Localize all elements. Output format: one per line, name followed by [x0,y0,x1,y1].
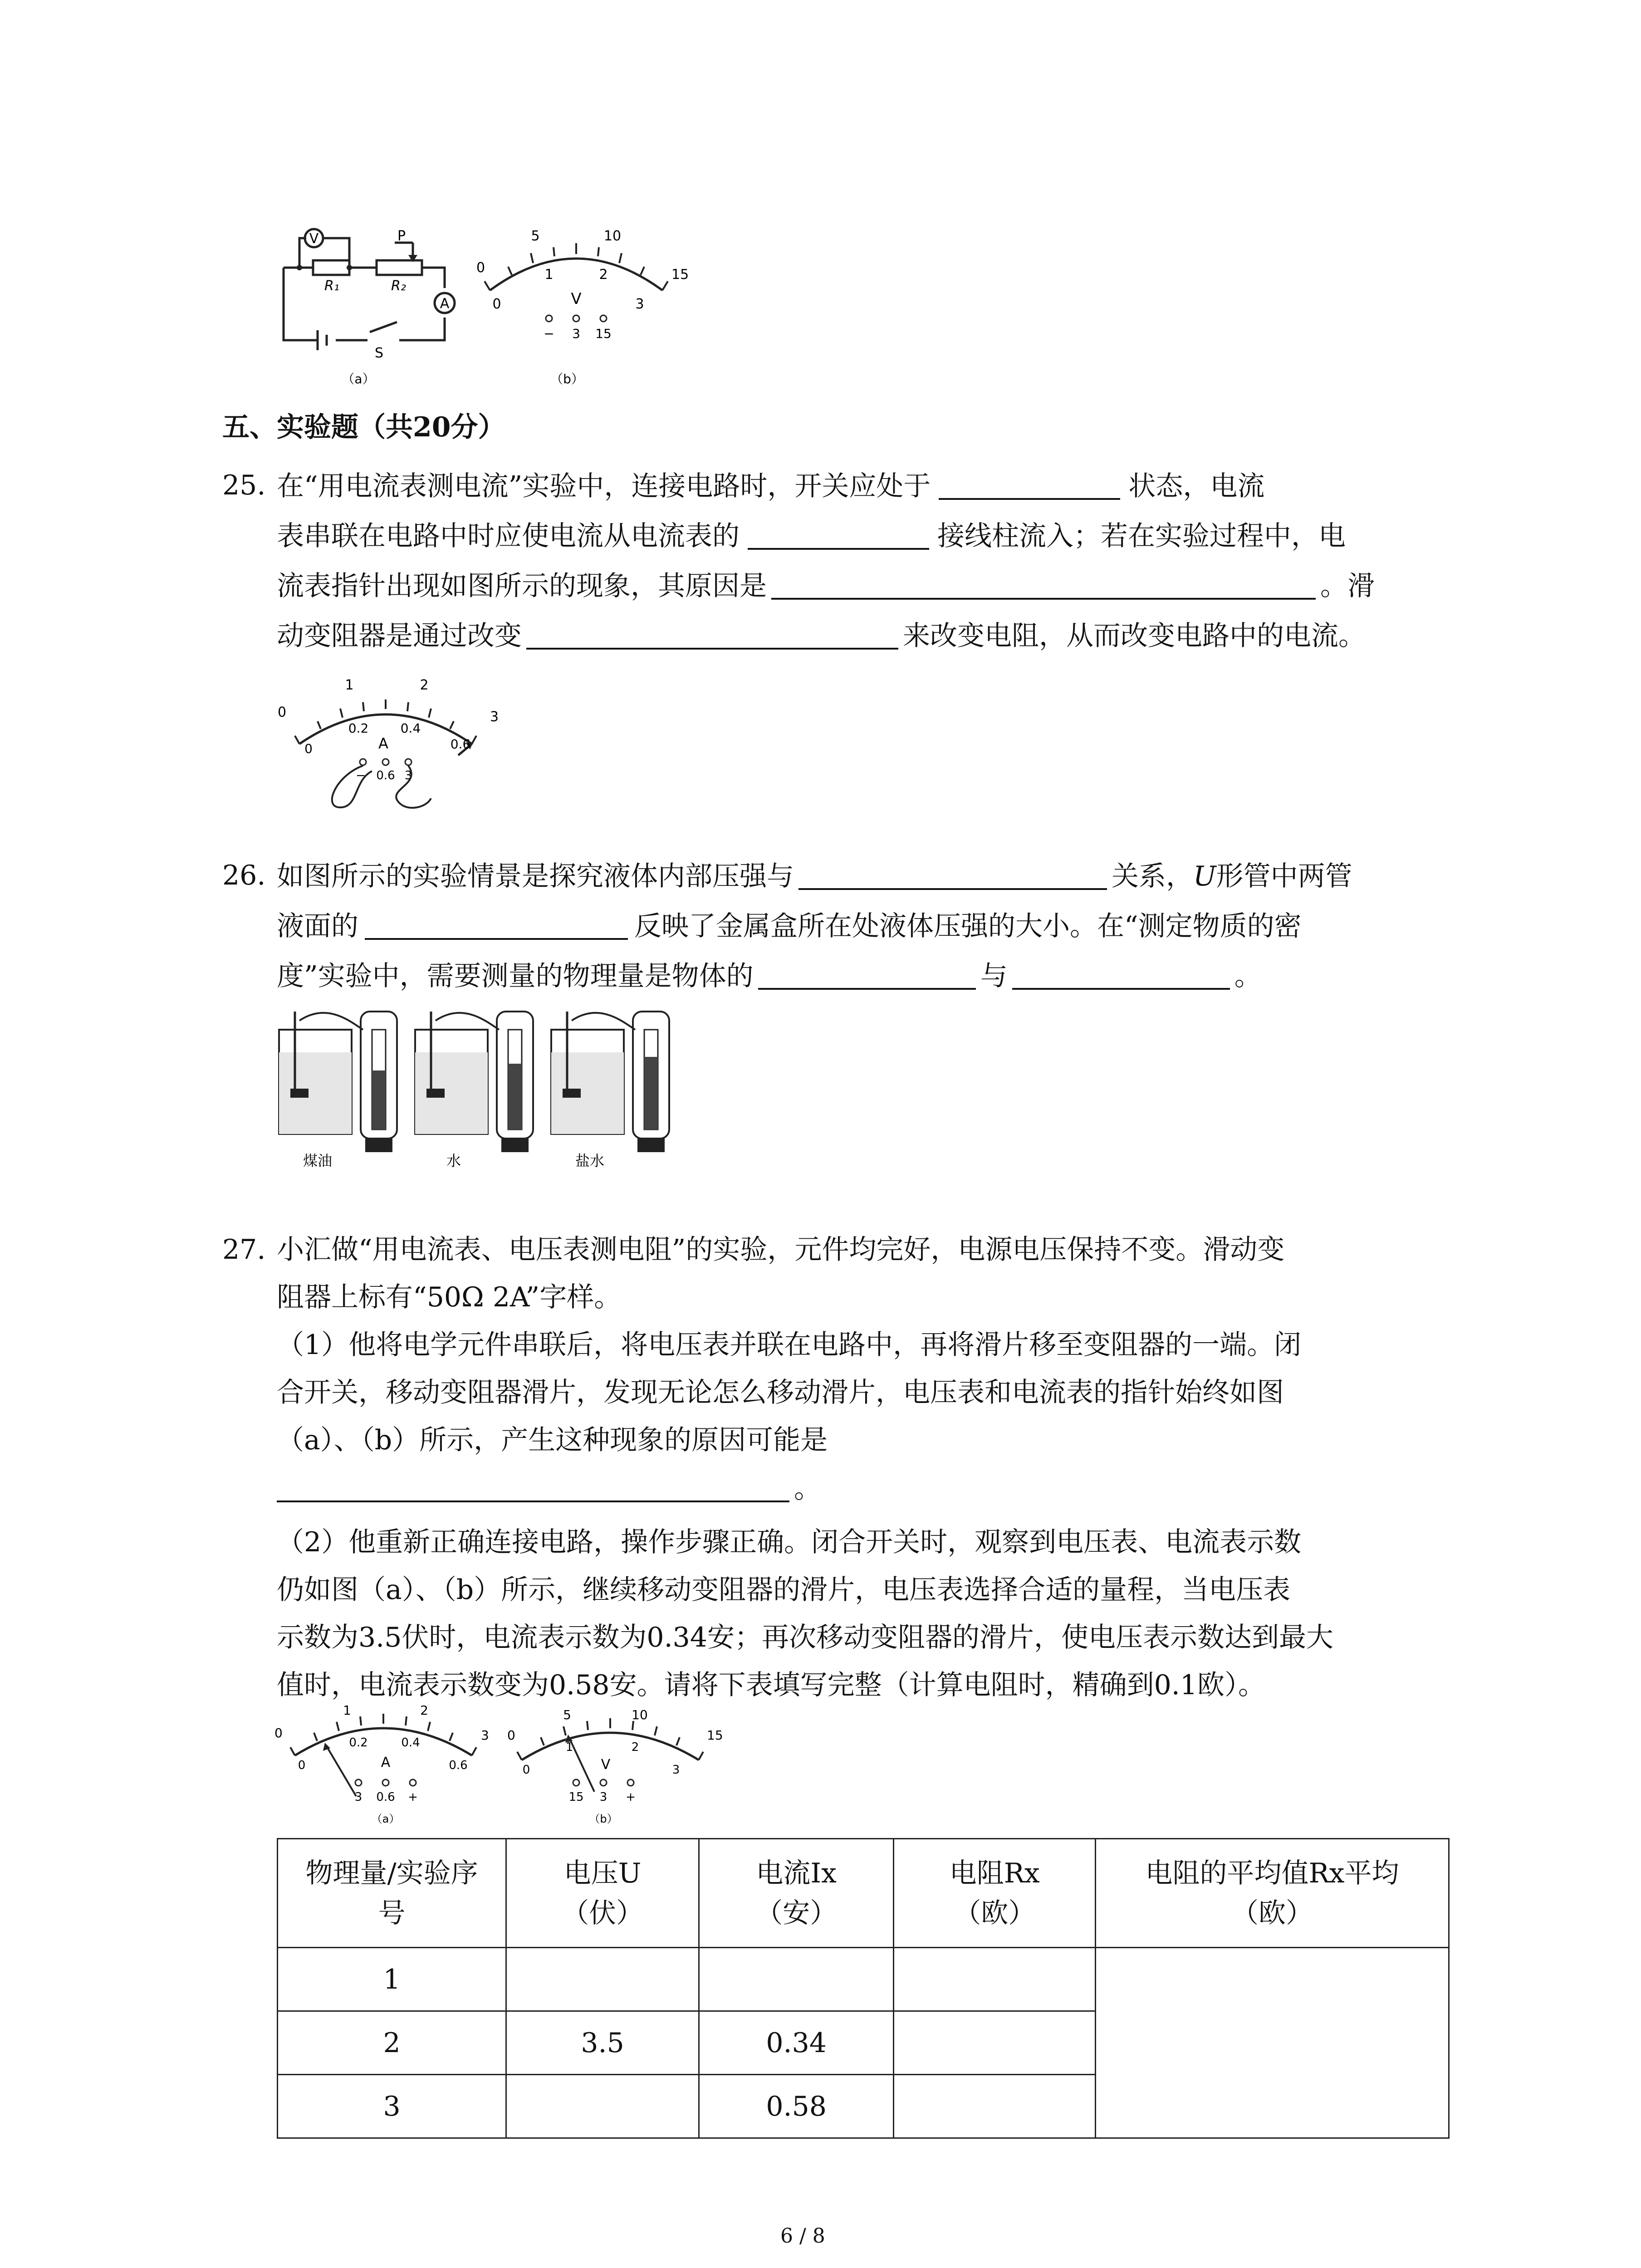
dial-top-tick: 1 [343,1706,351,1718]
table-header-cell [894,1839,1096,1948]
q26-text: 形管中两管 [1216,860,1352,892]
dial-bottom-tick: 0.2 [349,1736,368,1750]
table-cell: 1 [278,1948,506,2011]
terminal-label: − [356,769,366,782]
q26-text: 。 [1234,960,1262,992]
terminal-label: 3 [404,769,412,782]
q26-text: 反映了金属盒所在处液体压强的大小。在“测定物质的密 [634,910,1302,942]
terminal-label: 0.6 [376,1790,395,1804]
liquid-label: 水 [446,1152,461,1169]
dial-bottom-tick: 1 [544,267,554,283]
header-line: 电阻Rx [949,1857,1040,1889]
dial-bottom-tick: 2 [631,1740,639,1754]
table-header-cell [278,1839,506,1948]
dial-unit: V [571,290,582,308]
dial-left-label: 0 [278,704,287,720]
dial-top-tick: 1 [345,677,354,693]
q26-text: 如图所示的实验情景是探究液体内部压强与 [277,860,794,892]
table-cell: 2 [278,2011,506,2075]
dial-bottom-tick: 0 [492,296,501,312]
saltwater-setup [551,1012,669,1169]
dial-bottom-tick: 0.6 [450,737,471,752]
voltmeter-dial-b [504,1706,730,1828]
terminal-label: 3 [572,326,580,341]
figure-caption-a: （a） [371,1813,400,1825]
header-line: 物理量/实验序 [305,1857,478,1889]
dial-bottom-tick: 0.2 [348,721,369,736]
q25-text: 状态，电流 [1128,470,1265,502]
q27-p1-line-3: （a）、（b）所示，产生这种现象的原因可能是 [277,1424,828,1456]
dial-bottom-tick: 0.6 [449,1759,468,1772]
table-cell[interactable] [506,1948,699,2011]
q27-text: ”字样。 [525,1281,622,1313]
terminal-label: 15 [595,326,612,341]
dial-right-label: 15 [707,1728,723,1743]
figure-caption-a: （a） [342,371,375,386]
table-cell[interactable] [506,2075,699,2138]
voltmeter-dial-b [458,213,703,395]
q27-line-1: 小汇做“用电流表、电压表测电阻”的实验，元件均完好，电源电压保持不变。滑动变 [277,1234,1285,1266]
figure-caption-b: （b） [550,371,584,386]
dial-bottom-tick: 0.4 [401,1736,420,1750]
dial-unit: V [601,1757,611,1773]
dial-top-tick: 10 [632,1707,648,1722]
answer-blank[interactable] [771,572,1316,600]
q26-text: 度”实验中，需要测量的物理量是物体的 [277,960,754,992]
figure-caption-b: （b） [589,1813,618,1825]
table-cell[interactable] [894,2075,1096,2138]
q25-text: 流表指针出现如图所示的现象，其原因是 [277,570,767,602]
q25-text: 接线柱流入；若在实验过程中，电 [937,520,1346,552]
q27-p2-line-1: （2）他重新正确连接电路，操作步骤正确。闭合开关时，观察到电压表、电流表示数 [277,1526,1302,1558]
table-cell[interactable] [894,2011,1096,2075]
terminal-label: + [408,1790,418,1804]
terminal-label: 15 [568,1790,584,1804]
table-header-cell [506,1839,699,1948]
terminal-label: 3 [599,1790,607,1804]
q25-line-2 [277,522,1346,550]
answer-blank[interactable] [939,472,1120,500]
dial-left-label: 0 [476,260,485,276]
header-line: 电阻的平均值Rx平均 [1145,1857,1399,1889]
table-cell: 0.34 [699,2011,894,2075]
header-line: 电流Ix [756,1857,837,1889]
dial-bottom-tick: 0 [304,741,313,756]
q27-p2-line-2: 仍如图（a）、（b）所示，继续移动变阻器的滑片，电压表选择合适的量程，当电压表 [277,1574,1291,1606]
dial-bottom-tick: 3 [635,296,644,312]
q26-text: 与 [980,960,1008,992]
answer-blank[interactable] [365,912,628,940]
resistance-data-table [277,1838,1450,2139]
q26-text: 液面的 [277,910,358,942]
section-title: 五、实验题（共20分） [222,411,505,443]
answer-blank[interactable] [798,862,1107,890]
q25-number: 25. [222,469,266,501]
q25-text: 在“用电流表测电流”实验中，连接电路时，开关应处于 [277,470,931,502]
q27-p2-line-3: 示数为3.5伏时，电流表示数为0.34安；再次移动变阻器的滑片，使电压表示数达到最大 [277,1622,1334,1653]
q25-line-1 [277,472,1264,500]
terminal-label: + [626,1790,636,1804]
kerosene-setup [279,1012,397,1169]
dial-top-tick: 5 [531,228,540,244]
dial-bottom-tick: 0 [298,1759,306,1772]
q27-p1-line-1: （1）他将电学元件串联后，将电压表并联在电路中，再将滑片移至变阻器的一端。闭 [277,1329,1302,1361]
header-line: 号 [378,1897,406,1929]
q27-text: 阻器上标有“ [277,1281,427,1313]
pressure-experiment-figures [272,1002,726,1175]
q26-number: 26. [222,860,266,891]
terminal-label: 3 [354,1790,362,1804]
table-cell: 0.58 [699,2075,894,2138]
terminal-label: 0.6 [376,769,395,782]
answer-blank[interactable] [526,621,898,650]
circuit-diagram-a [272,213,481,395]
dial-bottom-tick: 2 [599,267,608,283]
water-setup [415,1012,533,1169]
q25-text: 表串联在电路中时应使电流从电流表的 [277,520,740,552]
dial-unit: A [381,1755,391,1770]
dial-top-tick: 2 [420,1706,428,1718]
dial-top-tick: 5 [563,1707,571,1722]
q27-line-2 [277,1281,622,1313]
dial-right-label: 15 [671,267,689,283]
table-cell[interactable] [894,1948,1096,2011]
dial-bottom-tick: 0 [522,1763,530,1777]
dial-left-label: 0 [507,1728,515,1743]
answer-blank[interactable] [277,1474,789,1502]
answer-blank[interactable] [1012,962,1230,990]
rheostat-spec: 50Ω 2A [426,1281,526,1313]
q25-line-3 [277,572,1375,600]
answer-blank[interactable] [758,962,976,990]
liquid-label: 盐水 [575,1152,605,1169]
q27-p2-line-4: 值时，电流表示数变为0.58安。请将下表填写完整（计算电阻时，精确到0.1欧）。 [277,1669,1266,1701]
ammeter-dial-q25 [268,658,522,821]
r1-label: R₁ [324,278,339,294]
q26-text: 关系， [1112,860,1193,892]
switch-label: S [375,345,384,361]
header-line: （欧） [1231,1897,1313,1929]
dial-bottom-tick: 3 [672,1763,680,1777]
dial-left-label: 0 [274,1725,283,1740]
table-cell: 3 [278,2075,506,2138]
voltmeter-symbol: V [309,231,319,247]
table-header-cell [1095,1839,1449,1948]
ammeter-symbol: A [440,296,450,312]
header-line: 电压U [563,1857,642,1889]
dial-right-label: 3 [490,709,499,725]
table-cell[interactable] [699,1948,894,2011]
r2-label: R₂ [391,278,406,294]
liquid-label: 煤油 [303,1152,333,1169]
q27-p1-line-4 [277,1473,821,1505]
dial-unit: A [378,735,388,752]
q25-text: 动变阻器是通过改变 [277,620,522,652]
q25-text: 来改变电阻，从而改变电路中的电流。 [903,620,1366,652]
dial-right-label: 3 [481,1728,489,1743]
q26-line-3 [277,962,1262,990]
q27-text: 。 [794,1473,821,1505]
q26-u-symbol: U [1193,860,1216,892]
header-line: （安） [755,1897,838,1929]
answer-blank[interactable] [748,522,929,550]
page-number: 6 / 8 [780,2224,825,2248]
q26-line-1 [277,862,1352,890]
average-resistance-cell[interactable] [1095,1948,1449,2138]
header-line: （欧） [954,1897,1036,1929]
terminal-label: − [544,326,554,341]
table-cell: 3.5 [506,2011,699,2075]
dial-top-tick: 2 [420,677,429,693]
table-row [278,1948,1449,2011]
dial-top-tick: 10 [603,228,622,244]
dial-bottom-tick: 0.4 [400,721,421,736]
q27-number: 27. [222,1234,266,1266]
dial-bottom-tick: 1 [565,1740,573,1754]
q25-text: 。滑 [1320,570,1375,602]
q26-line-2 [277,912,1302,940]
header-line: （伏） [562,1897,644,1929]
table-header-cell [699,1839,894,1948]
table-header-row [278,1839,1449,1948]
slider-label: P [397,228,406,244]
q25-line-4 [277,621,1366,650]
ammeter-dial-a [268,1706,522,1828]
q27-p1-line-2: 合开关，移动变阻器滑片，发现无论怎么移动滑片，电压表和电流表的指针始终如图 [277,1377,1284,1408]
